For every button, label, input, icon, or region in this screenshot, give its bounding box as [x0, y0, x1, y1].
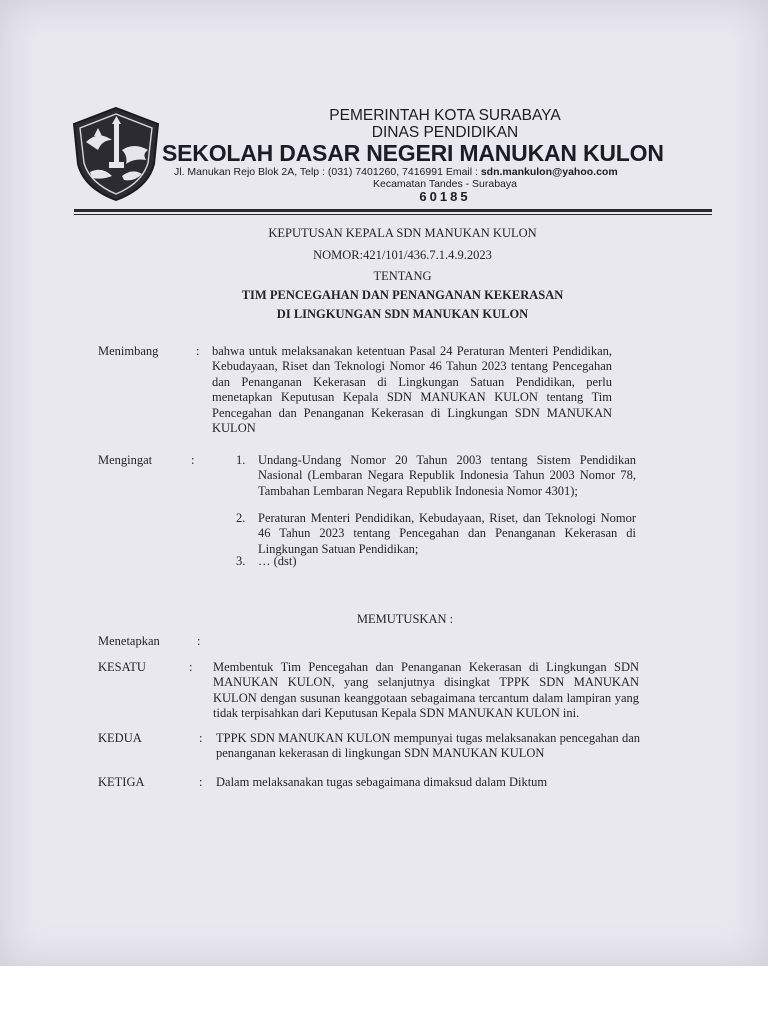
establishes-label: Menetapkan — [98, 634, 160, 648]
address-text: Jl. Manukan Rejo Blok 2A, Telp : (031) 7401260, 7416991 Email : — [174, 166, 481, 178]
surabaya-crest-icon — [72, 106, 160, 202]
list-item-number: 2. — [236, 511, 246, 525]
department-name: DINAS PENDIDIKAN — [371, 124, 519, 141]
list-item: Undang-Undang Nomor 20 Tahun 2003 tentang Sistem Pendidikan Nasional (Lembaran Negara Republik Indonesia Tahun 2003 Nomor 78, Tambahan Lembaran Negara Republik Indonesia Nomor 4301); — [258, 453, 636, 498]
decree-title: KEPUTUSAN KEPALA SDN MANUKAN KULON — [268, 226, 537, 240]
considering-colon: : — [196, 344, 200, 358]
third-colon: : — [199, 775, 203, 789]
first-text — [205, 660, 639, 722]
postal-code: 60185 — [419, 189, 471, 204]
letterhead-divider-thin — [74, 214, 712, 215]
list-item-number: 1. — [236, 453, 246, 467]
school-email: sdn.mankulon@yahoo.com — [480, 166, 618, 178]
third-text: Dalam melaksanakan tugas sebagaimana dimaksud dalam Diktum — [216, 775, 548, 789]
list-item-number: 3. — [236, 554, 246, 568]
first-colon: : — [189, 660, 193, 674]
decides-heading: MEMUTUSKAN : — [356, 612, 454, 626]
list-item: Peraturan Menteri Pendidikan, Kebudayaan, Riset, dan Teknologi Nomor 46 Tahun 2023 tentang Pencegahan dan Penanganan Kekerasan di Lingkungan Satuan Pendidikan; — [258, 511, 636, 556]
second-colon: : — [199, 731, 203, 745]
school-name: SEKOLAH DASAR NEGERI MANUKAN KULON — [162, 140, 664, 166]
first-text-body: Membentuk Tim Pencegahan dan Penanganan Kekerasan di Lingkungan SDN MANUKAN KULON, yang selanjutnya disingkat TPPK SDN MANUKAN KULON dengan susunan keanggotaan sebagaimana tercantum dalam lampiran yang tidak terpisahkan dari Keputusan Kepala SDN MANUKAN KULON ini. — [213, 660, 639, 721]
remembering-colon: : — [191, 453, 195, 467]
considering-text: bahwa untuk melaksanakan ketentuan Pasal 24 Peraturan Menteri Pendidikan, Kebudayaan, Riset dan Teknologi Nomor 46 Tahun 2023 tentang Pencegahan dan Penanganan Kekerasan di Lingkungan Satuan Pendidikan, perlu menetapkan Keputusan Kepala SDN MANUKAN KULON tentang Tim Pencegahan dan Penanganan Kekerasan di Lingkungan SDN MANUKAN KULON — [212, 344, 612, 436]
considering-label: Menimbang — [98, 344, 159, 358]
school-address — [174, 166, 618, 178]
second-text: TPPK SDN MANUKAN KULON mempunyai tugas melaksanakan pencegahan dan penanganan kekerasan di lingkungan SDN MANUKAN KULON — [216, 731, 640, 761]
second-label: KEDUA — [98, 731, 142, 745]
government-name: PEMERINTAH KOTA SURABAYA — [329, 107, 561, 124]
letterhead-divider — [74, 209, 712, 212]
decree-subject-line1: TIM PENCEGAHAN DAN PENANGANAN KEKERASAN — [241, 288, 564, 302]
establishes-colon: : — [197, 634, 201, 648]
decree-subject-line2: DI LINGKUNGAN SDN MANUKAN KULON — [276, 307, 529, 321]
school-district: Kecamatan Tandes - Surabaya — [373, 178, 517, 190]
third-label: KETIGA — [98, 775, 145, 789]
decree-number: NOMOR:421/101/436.7.1.4.9.2023 — [313, 248, 492, 262]
decree-about: TENTANG — [373, 269, 432, 283]
remembering-label: Mengingat — [98, 453, 153, 467]
list-item: … (dst) — [258, 554, 297, 568]
first-label: KESATU — [98, 660, 146, 674]
